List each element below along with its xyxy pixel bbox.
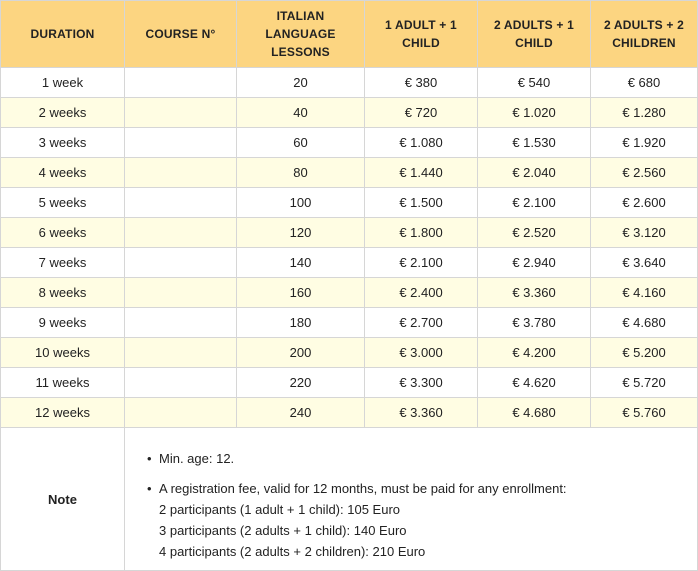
note-fee-4-participants: 4 participants (2 adults + 2 children): 210 Euro (159, 544, 426, 559)
cell-price-2-adults-1-child: € 2.940 (478, 248, 591, 278)
note-label: Note (1, 428, 125, 571)
cell-course-no (125, 188, 237, 218)
cell-course-no (125, 368, 237, 398)
cell-price-2-adults-1-child: € 1.020 (478, 98, 591, 128)
cell-course-no (125, 98, 237, 128)
header-2-adults-1-child (478, 1, 591, 68)
cell-price-1-adult-1-child: € 2.100 (365, 248, 478, 278)
table-row (1, 98, 698, 128)
cell-price-2-adults-2-children: € 3.640 (591, 248, 698, 278)
header-lessons-line2: LANGUAGE (265, 27, 336, 41)
cell-duration: 6 weeks (1, 218, 125, 248)
cell-price-2-adults-1-child: € 2.100 (478, 188, 591, 218)
cell-price-2-adults-2-children: € 1.280 (591, 98, 698, 128)
cell-price-2-adults-1-child: € 3.780 (478, 308, 591, 338)
cell-price-2-adults-1-child: € 2.520 (478, 218, 591, 248)
table-row (1, 68, 698, 98)
cell-duration: 4 weeks (1, 158, 125, 188)
header-row (1, 1, 698, 68)
cell-duration: 1 week (1, 68, 125, 98)
note-fee-3-participants: 3 participants (2 adults + 1 child): 140 Euro (159, 523, 407, 538)
table-row (1, 158, 698, 188)
cell-price-1-adult-1-child: € 2.400 (365, 278, 478, 308)
cell-lessons: 100 (237, 188, 365, 218)
header-2-adults-2-children (591, 1, 698, 68)
header-c2-line1: 2 ADULTS + 1 (493, 18, 575, 32)
cell-lessons: 120 (237, 218, 365, 248)
note-row (1, 428, 698, 571)
cell-price-1-adult-1-child: € 1.500 (365, 188, 478, 218)
cell-price-1-adult-1-child: € 1.080 (365, 128, 478, 158)
cell-price-2-adults-2-children: € 5.200 (591, 338, 698, 368)
cell-lessons: 160 (237, 278, 365, 308)
cell-price-1-adult-1-child: € 2.700 (365, 308, 478, 338)
note-min-age: Min. age: 12. (159, 451, 235, 466)
cell-price-2-adults-2-children: € 4.160 (591, 278, 698, 308)
cell-duration: 3 weeks (1, 128, 125, 158)
price-rows (1, 68, 698, 571)
cell-price-1-adult-1-child: € 1.800 (365, 218, 478, 248)
header-lessons-line1: ITALIAN (276, 9, 325, 23)
cell-duration: 10 weeks (1, 338, 125, 368)
cell-price-2-adults-2-children: € 5.760 (591, 398, 698, 428)
cell-price-1-adult-1-child: € 3.000 (365, 338, 478, 368)
note-fee-2-participants: 2 participants (1 adult + 1 child): 105 Euro (159, 502, 401, 517)
note-bullet-registration-fee (147, 478, 697, 499)
cell-duration: 8 weeks (1, 278, 125, 308)
table-row (1, 248, 698, 278)
cell-price-2-adults-2-children: € 2.560 (591, 158, 698, 188)
header-duration: DURATION (1, 1, 125, 68)
cell-lessons: 140 (237, 248, 365, 278)
cell-duration: 11 weeks (1, 368, 125, 398)
cell-lessons: 20 (237, 68, 365, 98)
cell-lessons: 220 (237, 368, 365, 398)
cell-duration: 9 weeks (1, 308, 125, 338)
cell-price-2-adults-2-children: € 4.680 (591, 308, 698, 338)
table-row (1, 398, 698, 428)
cell-lessons: 200 (237, 338, 365, 368)
table-row (1, 128, 698, 158)
table-row (1, 218, 698, 248)
bullet-icon: • (147, 451, 152, 466)
cell-price-1-adult-1-child: € 3.360 (365, 398, 478, 428)
cell-price-2-adults-2-children: € 2.600 (591, 188, 698, 218)
cell-price-2-adults-2-children: € 680 (591, 68, 698, 98)
header-c3-line2: CHILDREN (612, 36, 676, 50)
header-c2-line2: CHILD (515, 36, 553, 50)
cell-price-2-adults-1-child: € 4.680 (478, 398, 591, 428)
cell-price-2-adults-2-children: € 5.720 (591, 368, 698, 398)
table-row (1, 368, 698, 398)
cell-price-1-adult-1-child: € 3.300 (365, 368, 478, 398)
header-c3-line1: 2 ADULTS + 2 (603, 18, 685, 32)
cell-course-no (125, 278, 237, 308)
cell-course-no (125, 158, 237, 188)
header-course-no: COURSE N° (125, 1, 237, 68)
note-content (125, 428, 698, 571)
cell-course-no (125, 68, 237, 98)
cell-price-2-adults-1-child: € 540 (478, 68, 591, 98)
cell-price-2-adults-2-children: € 3.120 (591, 218, 698, 248)
cell-price-2-adults-1-child: € 3.360 (478, 278, 591, 308)
cell-price-1-adult-1-child: € 720 (365, 98, 478, 128)
cell-price-2-adults-1-child: € 1.530 (478, 128, 591, 158)
cell-course-no (125, 128, 237, 158)
cell-lessons: 60 (237, 128, 365, 158)
table-row (1, 188, 698, 218)
cell-duration: 2 weeks (1, 98, 125, 128)
cell-duration: 5 weeks (1, 188, 125, 218)
bullet-icon: • (147, 481, 152, 496)
cell-duration: 7 weeks (1, 248, 125, 278)
header-1-adult-1-child (365, 1, 478, 68)
header-lessons-line3: LESSONS (271, 45, 330, 59)
note-bullet-min-age (147, 448, 697, 469)
cell-course-no (125, 338, 237, 368)
cell-course-no (125, 218, 237, 248)
cell-price-2-adults-1-child: € 4.620 (478, 368, 591, 398)
cell-price-2-adults-1-child: € 2.040 (478, 158, 591, 188)
cell-duration: 12 weeks (1, 398, 125, 428)
header-c1-line1: 1 ADULT + 1 (385, 18, 457, 32)
table-row (1, 338, 698, 368)
cell-price-1-adult-1-child: € 380 (365, 68, 478, 98)
cell-course-no (125, 308, 237, 338)
note-fee-intro: A registration fee, valid for 12 months, must be paid for any enrollment: (159, 481, 567, 496)
table-row (1, 278, 698, 308)
cell-price-1-adult-1-child: € 1.440 (365, 158, 478, 188)
cell-course-no (125, 248, 237, 278)
cell-lessons: 80 (237, 158, 365, 188)
cell-price-2-adults-1-child: € 4.200 (478, 338, 591, 368)
cell-price-2-adults-2-children: € 1.920 (591, 128, 698, 158)
cell-lessons: 240 (237, 398, 365, 428)
header-c1-line2: CHILD (402, 36, 440, 50)
cell-lessons: 180 (237, 308, 365, 338)
table-row (1, 308, 698, 338)
cell-course-no (125, 398, 237, 428)
header-lessons (237, 1, 365, 68)
cell-lessons: 40 (237, 98, 365, 128)
